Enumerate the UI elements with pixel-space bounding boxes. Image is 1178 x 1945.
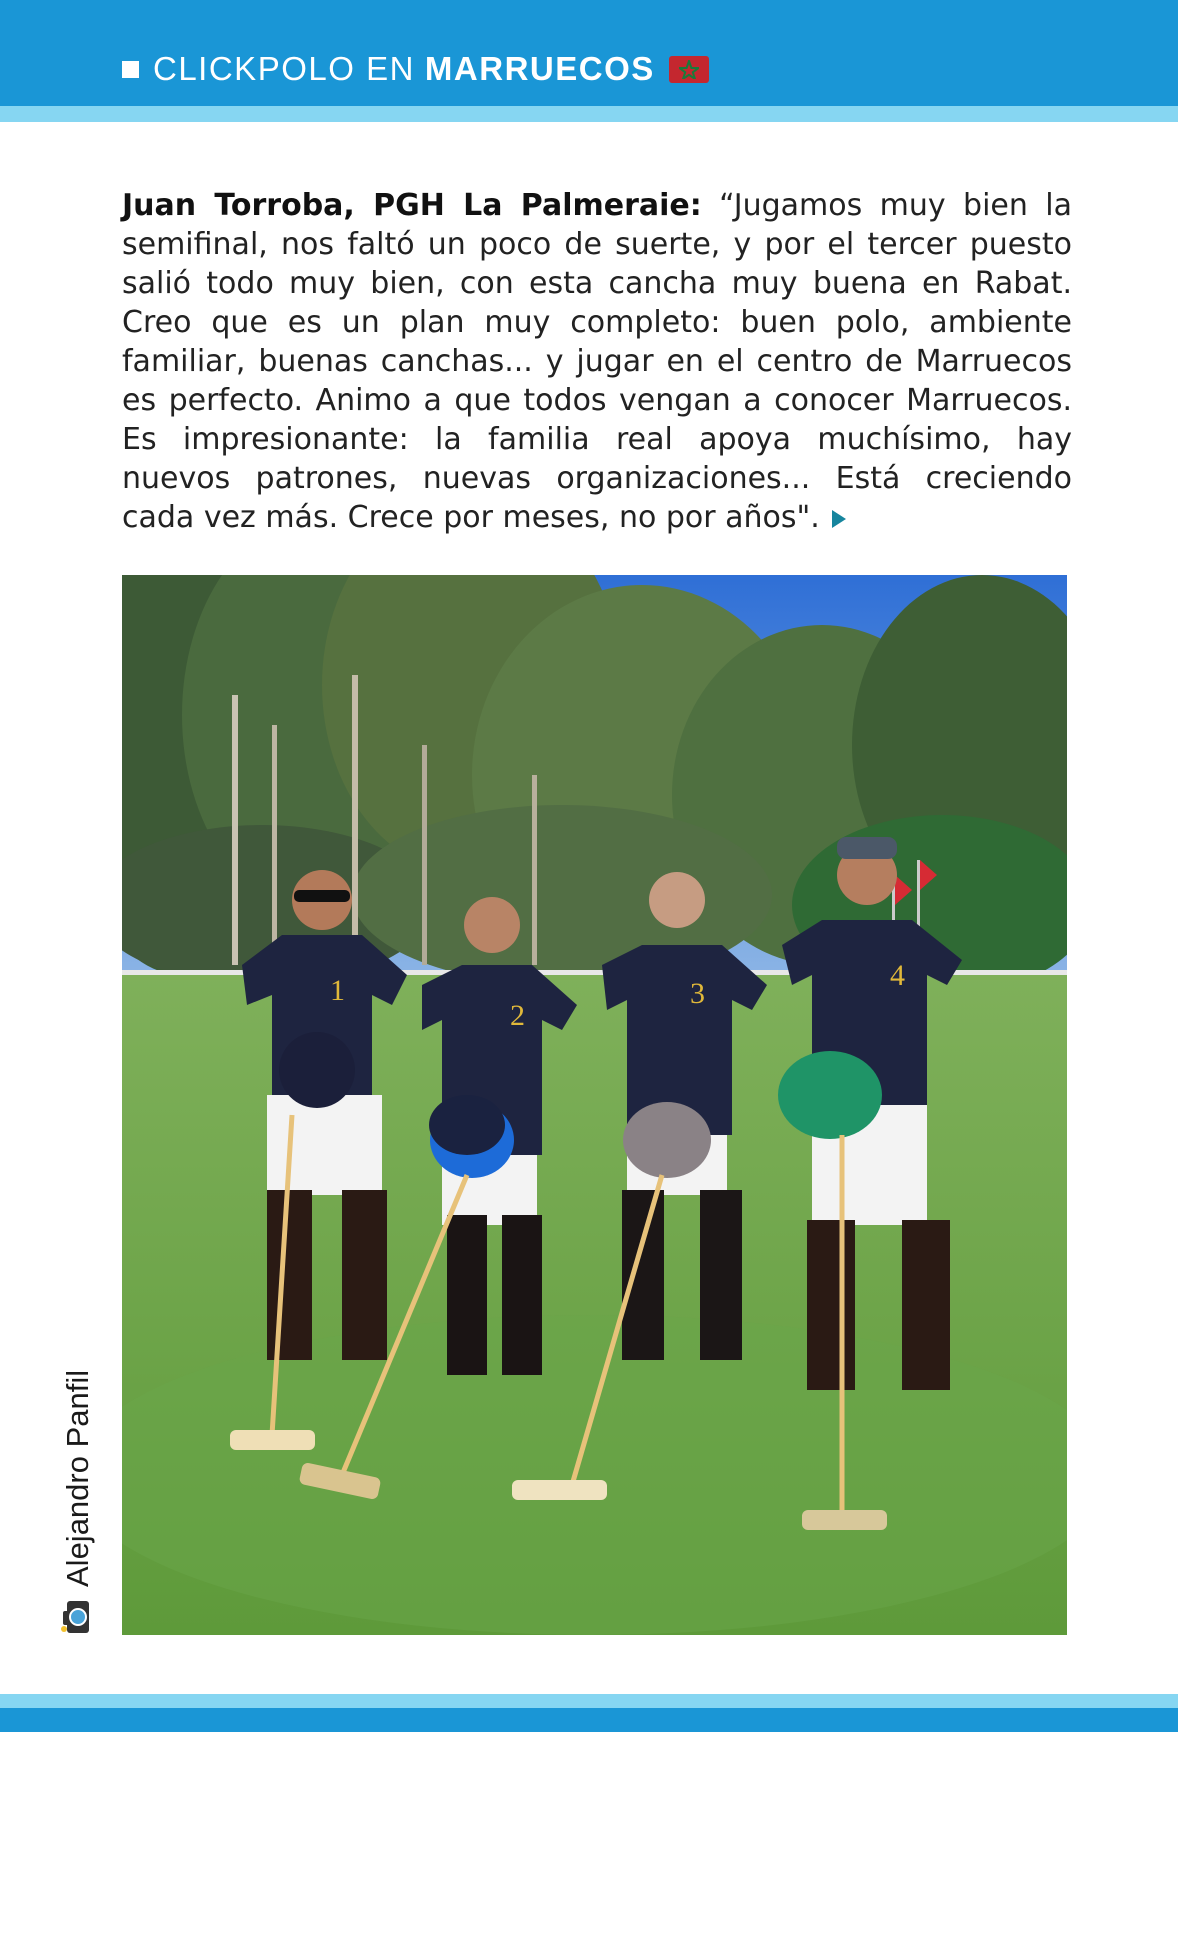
play-arrow-icon [832, 510, 846, 528]
photographer-name: Alejandro Panfil [60, 1369, 95, 1587]
section-title [122, 47, 709, 91]
bullet-square-icon [122, 61, 139, 78]
bottom-banner [0, 1708, 1178, 1732]
svg-text:2: 2 [510, 999, 525, 1032]
quote-text: “Jugamos muy bien la semifinal, nos faltó un poco de suerte, y por el tercer puesto salió todo muy bien, con esta cancha muy buena en Rabat. Creo que es un plan muy completo: buen polo, ambiente familiar, buenas canchas... y jugar en el centro de Marruecos es perfecto. Animo a que todos vengan a conocer Marruecos. Es impresionante: la familia real apoya muchísimo, hay nuevos patrones, nuevas organizaciones... Está creciendo cada vez más. Crece por meses, no por años". [122, 188, 1072, 535]
svg-text:3: 3 [690, 977, 705, 1010]
speaker-name: Juan Torroba, PGH La Palmeraie: [122, 188, 702, 223]
team-photo [122, 575, 1067, 1635]
photo-credit [60, 1369, 110, 1945]
top-banner [0, 0, 1178, 106]
header-accent-stripe [0, 106, 1178, 122]
footer-accent-stripe [0, 1694, 1178, 1708]
section-prefix: CLICKPOLO EN [153, 50, 415, 87]
morocco-flag-icon [669, 56, 709, 83]
svg-text:4: 4 [890, 959, 905, 992]
svg-text:1: 1 [330, 974, 345, 1007]
article-quote [122, 186, 1072, 537]
section-name: MARRUECOS [424, 50, 655, 87]
camera-icon [61, 1599, 95, 1635]
